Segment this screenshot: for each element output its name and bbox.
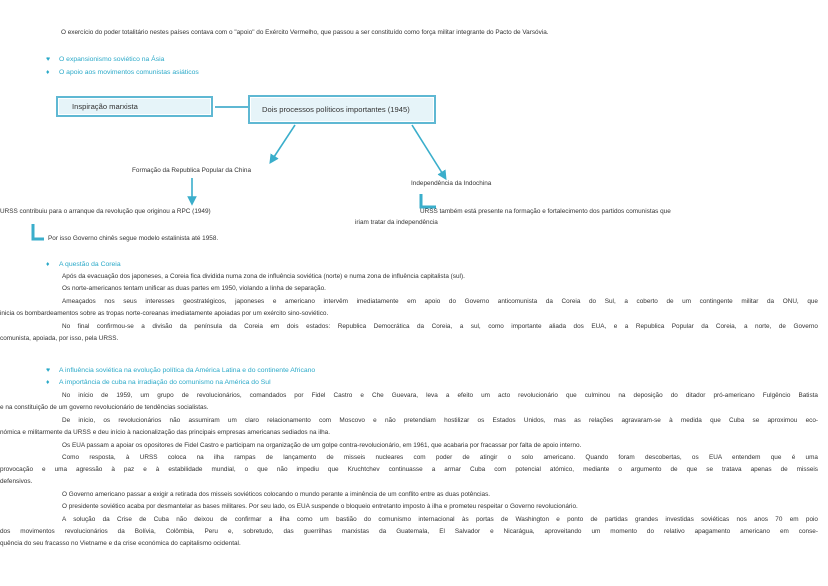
heart-bullet-icon: ♥	[46, 367, 51, 374]
box-inspiracao-marxista	[56, 96, 213, 117]
cuba-p7c: quência do seu fracasso no Vietname e da crise económica do capitalismo ocidental.	[0, 540, 241, 547]
heart-bullet-icon: ♥	[46, 56, 51, 63]
cuba-p2b: nómica e militarmente da URSS e deu início à nacionalização das principais empresas americanas sediados na ilha.	[0, 429, 331, 436]
box-left-label: Inspiração marxista	[72, 101, 138, 111]
cuba-p5: O Governo americano passar a exigir a retirada dos misseis soviéticos colocando o mundo perante a iminência de um conflito entre as duas potências.	[62, 491, 491, 498]
coreia-p4b: comunista, apoiada, por isso, pela URSS.	[0, 335, 119, 342]
diamond-bullet-icon: ♦	[46, 379, 50, 386]
box-right-label: Dois processos políticos importantes (1945)	[262, 104, 410, 114]
cuba-p7a: A solução da Crise de Cuba não deixou de confirmar a ilha como um bastião do comunismo internacional às portas de Washington e ponto de partidas grandes investidas soviéticas nos anos 70 em poio	[62, 516, 818, 523]
bullet-label: O apoio aos movimentos comunistas asiáticos	[59, 69, 199, 76]
cuba-p6: O presidente soviético acaba por desmantelar as bases militares. Por seu lado, os EUA suspende o bloqueio entretanto imposto à ilha e prometeu respeitar o Governo revolucionário.	[62, 503, 578, 510]
node-china: Formação da Republica Popular da China	[132, 167, 252, 174]
coreia-p2: Os norte-americanos tentam unificar as duas partes em 1950, violando a linha de separação.	[62, 285, 326, 292]
diamond-bullet-icon: ♦	[46, 69, 50, 76]
cuba-p4a: Como resposta, à URSS coloca na ilha rampas de lançamento de misseis nucleares com poder de atingir o solo americano. Quando foram descobertas, os EUA entendem que é uma	[62, 454, 818, 461]
cuba-p4c: defensivos.	[0, 478, 33, 485]
coreia-p3b: inicia os bombardeamentos sobre as tropas norte-coreanas imediatamente apoiadas por um exército sino-soviético.	[0, 310, 329, 317]
cuba-p2a: De início, os revolucionários não assumiram um claro relacionamento com Moscovo e não pretendiam hostilizar os Estados Unidos, mas as relações agravaram-se à medida que Cuba se aproximou eco-	[62, 417, 818, 424]
heading-label: A questão da Coreia	[59, 261, 121, 268]
urss-rpc-text: URSS contribuiu para o arranque da revolução que originou a RPC (1949)	[0, 208, 211, 215]
intro-text: O exercício do poder totalitário nestes países contava com o "apoio" do Exército Vermelho, que passou a ser constituído como força militar integrante do Pacto de Varsóvia.	[61, 29, 549, 36]
bullet-label: A influência soviética na evolução política da América Latina e do continente Africano	[59, 367, 316, 374]
cuba-p1b: e na constituição de um governo revolucionário de tendências socialistas.	[0, 404, 209, 411]
bullet-label: O expansionismo soviético na Ásia	[59, 56, 165, 63]
coreia-p3a: Ameaçados nos seus interesses geostratégicos, japoneses e americano intervêm imediatamente em apoio do Governo anticomunista da Coreia do Sul, a coberto de um contingente militar da ONU, que	[62, 298, 818, 305]
cuba-p3: Os EUA passam a apoiar os opositores de Fidel Castro e participam na organização de um golpe contra-revolucionário, em 1961, que acabaria por fracassar por falta de apoio interno.	[62, 442, 582, 449]
box-dois-processos	[248, 95, 436, 124]
cuba-p7b: dos movimentos revolucionários da Bolívia, Colômbia, Peru e, sobretudo, das guerrilhas marxistas da Guatemala, El Salvador e Nicarágua, aproveitando um momento do relativo apagamento americano em conse-	[0, 528, 818, 535]
coreia-p4a: No final confirmou-se a divisão da península da Coreia em dois estados: Republica Democrática da Coreia, a sul, como importante aliada dos EUA, e a Republica Popular da Coreia, a norte, de Governo	[62, 323, 818, 330]
arrow-to-china	[272, 125, 295, 160]
elbow-arrow-china-model	[33, 224, 44, 239]
arrow-to-indochina	[412, 125, 444, 176]
heading-coreia	[46, 261, 121, 270]
coreia-p1: Após da evacuação dos japoneses, a Coreia fica dividida numa zona de influência soviética (norte) e numa zona de influência capitalista (sul).	[62, 273, 465, 280]
node-indochina: Independência da Indochina	[411, 180, 492, 187]
cuba-p4b: provocação e uma agressão à paz e à estabilidade mundial, o que não impediu que Kruchtchev continuasse a armar Cuba com potencial atómico, mediante o argumento de que se tratava apenas de misseis	[0, 466, 818, 473]
elbow-arrow-indochina	[421, 194, 436, 207]
urss-indochina-text-2: iriam tratar da independência	[355, 219, 438, 226]
bullet-label: A importância de cuba na irradiação do comunismo na América do Sul	[59, 379, 271, 386]
bullet-influencia-sovietica	[46, 367, 315, 376]
diamond-bullet-icon: ♦	[46, 261, 50, 268]
china-model-text: Por isso Governo chinês segue modelo estalinista até 1958.	[48, 235, 219, 242]
urss-indochina-text-1: URSS também está presente na formação e fortalecimento dos partidos comunistas que	[420, 208, 671, 215]
bullet-importancia-cuba	[46, 379, 271, 388]
cuba-p1a: No início de 1959, um grupo de revolucionários, comandados por Fidel Castro e Che Guevara, leva a efeito um acto revolucionário que culminou na deposição do ditador pró-americano Fulgêncio Batista	[62, 392, 818, 399]
